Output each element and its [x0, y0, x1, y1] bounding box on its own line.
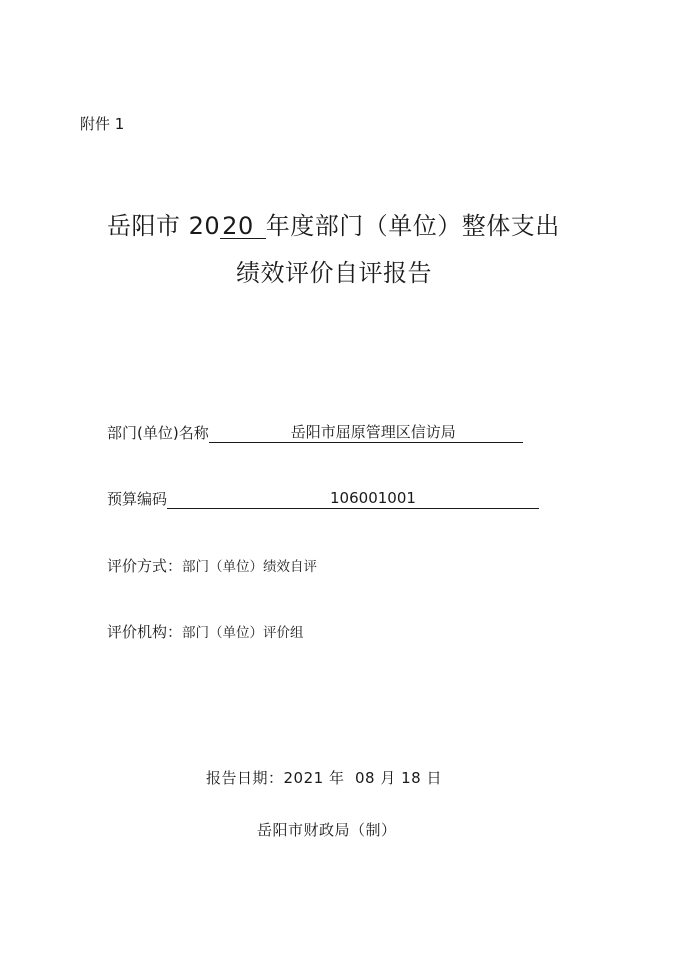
- evaluation-org-field: [107, 621, 304, 642]
- evaluation-org-label: 评价机构：: [107, 623, 183, 641]
- report-title-line-1: [107, 206, 560, 241]
- budget-code-line: [167, 489, 539, 509]
- title-prefix: 岳阳市 20: [107, 212, 221, 240]
- budget-code-field: [107, 488, 539, 509]
- evaluation-method-label: 评价方式：: [107, 557, 183, 575]
- report-title-line-2: 绩效评价自评报告: [236, 259, 432, 287]
- title-year-underlined: 20: [220, 214, 266, 239]
- budget-code-value: 106001001: [330, 489, 416, 507]
- issuing-authority: 岳阳市财政局（制）: [257, 821, 397, 839]
- title-suffix: 年度部门（单位）整体支出: [265, 212, 560, 240]
- department-name-value: 岳阳市屈原管理区信访局: [290, 423, 456, 441]
- department-name-line: [209, 423, 523, 443]
- department-name-field: [107, 422, 523, 443]
- report-date: 报告日期：2021 年 08 月 18 日: [206, 769, 442, 787]
- attachment-label: 附件 1: [80, 115, 125, 133]
- evaluation-method-field: [107, 555, 317, 576]
- evaluation-method-value: 部门（单位）绩效自评: [182, 559, 318, 575]
- budget-code-label: 预算编码: [107, 490, 168, 508]
- evaluation-org-value: 部门（单位）评价组: [182, 625, 304, 641]
- department-name-label: 部门(单位)名称: [107, 424, 209, 442]
